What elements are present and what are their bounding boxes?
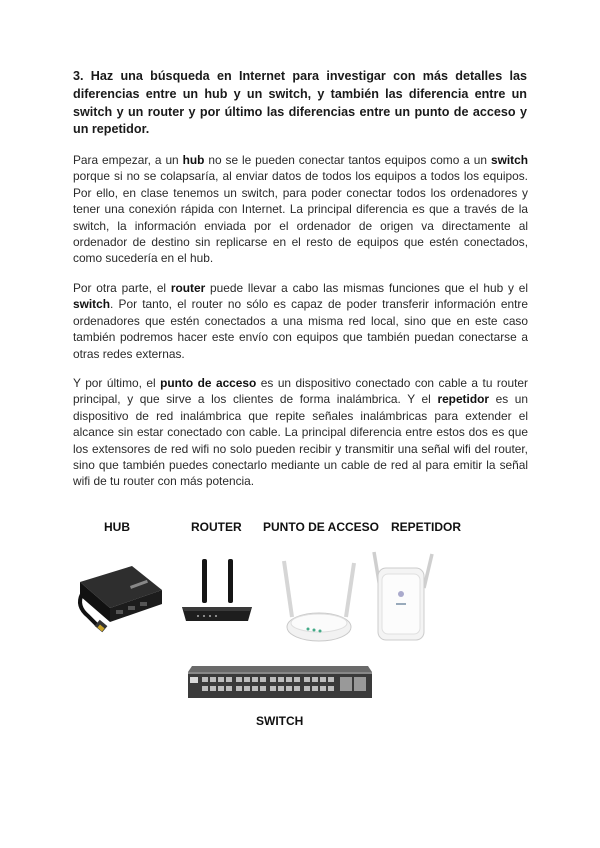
text: Por otra parte, el (73, 281, 171, 295)
access-point-image (278, 555, 360, 647)
router-image (178, 555, 256, 627)
text: es un dispositivo de red inalámbrica que repite señales inalámbricas para extender el alcance sin estar conectado con cable. La principal diferencia entre estos dos es que los extensores de red wifi no solo pueden recibir y transmitir una señal wifi del router, sino que también puedes conectarlo mediante un cable de red al para emitir la señal wifi de tu router con más potencia. (73, 392, 528, 489)
bold-term: switch (73, 297, 111, 312)
label-router: ROUTER (191, 520, 242, 534)
label-access-point: PUNTO DE ACCESO (263, 520, 380, 534)
paragraph-hub-switch (73, 152, 528, 267)
label-repeater: REPETIDOR (391, 520, 462, 534)
text: puede llevar a cabo las mismas funciones que el hub y el (205, 281, 528, 295)
bold-term: punto de acceso (160, 376, 257, 390)
paragraph-router (73, 280, 528, 362)
bold-term: switch (490, 153, 528, 167)
switch-image (186, 664, 374, 700)
text: porque si no se colapsaría, al enviar datos de todos los equipos a todos los equipos. Por ello, en clase tenemos un switch, para poder conectar todos los ordenadores y tener una conexión rápida con Internet. La principal diferencia es que a través de la switch, la información enviada por el ordenador de origen va directamente al ordenador de destino sin replicarse en el resto de equipos que estén conectados, como sucedería en el hub. (73, 169, 528, 266)
label-hub: HUB (104, 520, 130, 534)
bold-term: router (170, 281, 206, 295)
text: Y por último, el (73, 376, 161, 390)
paragraph-ap-repeater (73, 375, 528, 490)
question-heading: 3. Haz una búsqueda en Internet para investigar con más detalles las diferencias entre un hub y un switch, y también las diferencia entre un switch y un router y por último las diferencias entre un punto de acceso y un repetidor. (73, 69, 527, 137)
text: . Por tanto, el router no sólo es capaz de poder transferir información entre ordenadores que estén conectados a una misma red local, sino que en este caso también podremos hacer este envío con equipos que también puedan conectarse a otras redes externas. (73, 297, 528, 361)
text: no se le pueden conectar tantos equipos como a un (204, 153, 491, 167)
repeater-image (366, 548, 438, 646)
bold-term: repetidor (437, 392, 489, 407)
text: es un dispositivo conectado con cable a tu router principal, y que sirve a los clientes de forma inalámbrica. Y el (73, 376, 528, 407)
text: Para empezar, a un (73, 153, 183, 167)
label-switch: SWITCH (256, 714, 304, 728)
hub-image (72, 560, 164, 635)
bold-term: hub (182, 153, 205, 167)
